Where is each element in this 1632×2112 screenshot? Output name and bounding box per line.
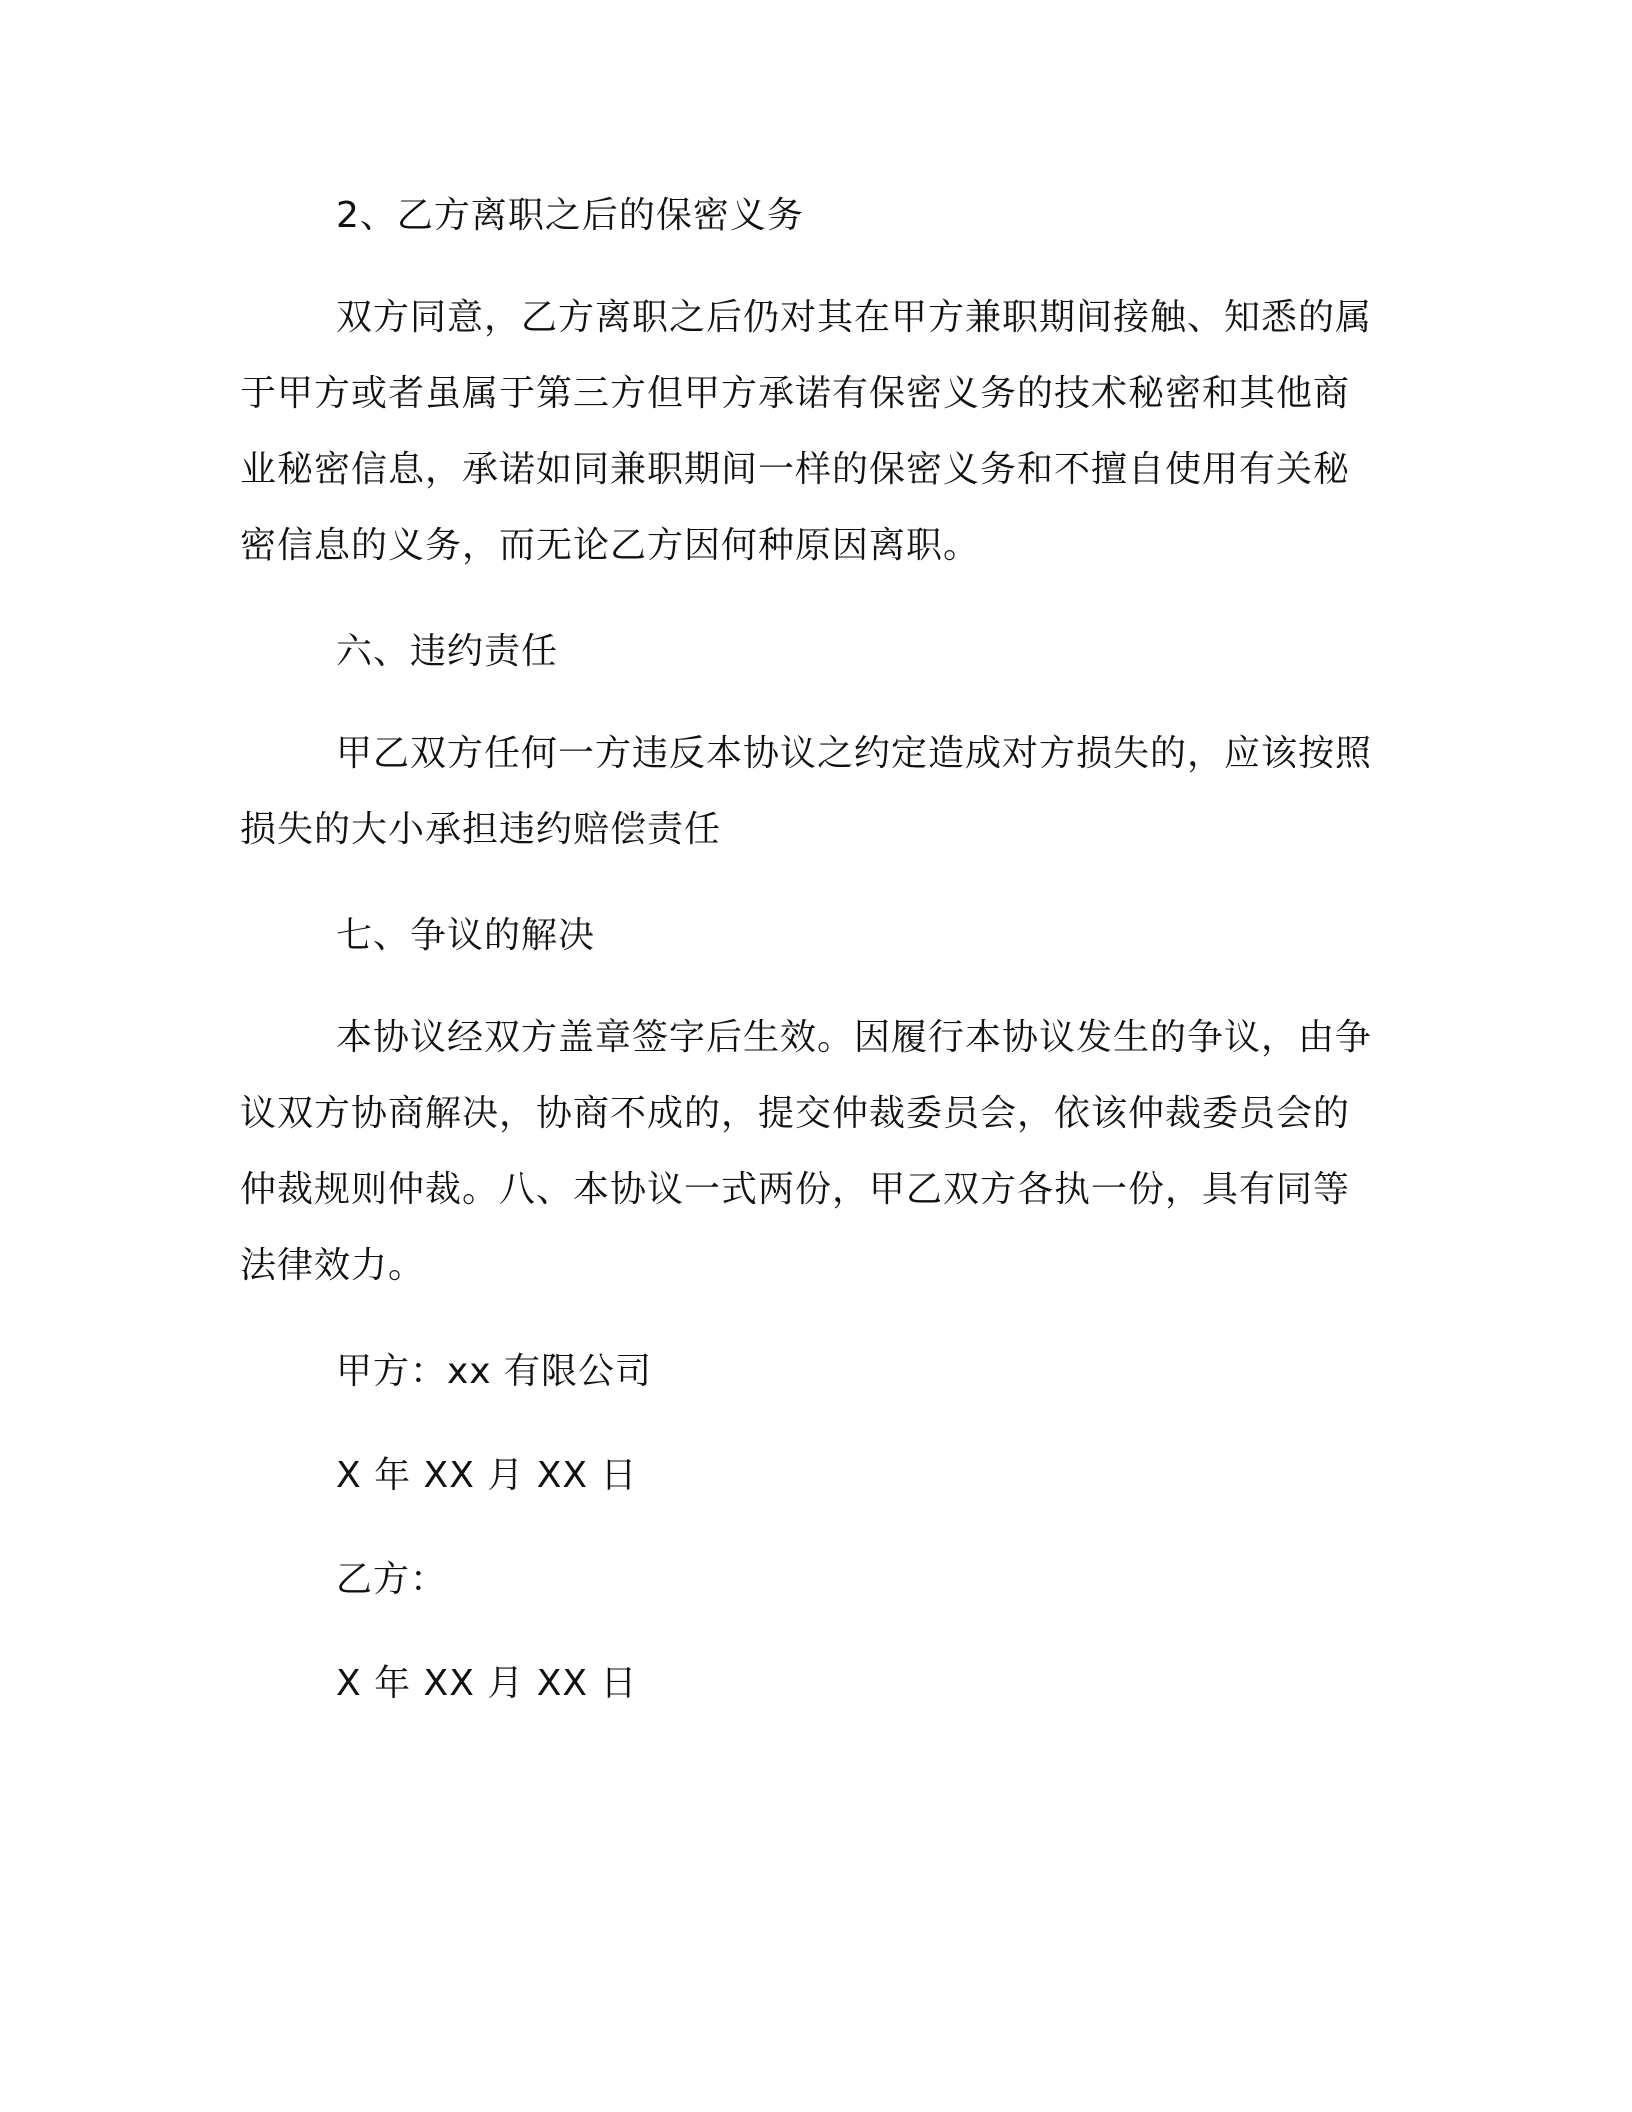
paragraph-line: 密信息的义务，而无论乙方因何种原因离职。 [240,525,981,566]
section-7-heading: 七、争议的解决 [336,915,596,956]
paragraph-line: 仲裁规则仲裁。八、本协议一式两份，甲乙双方各执一份，具有同等 [240,1169,1351,1210]
paragraph-line: 本协议经双方盖章签字后生效。因履行本协议发生的争议，由争 [336,1017,1373,1058]
paragraph-line: 损失的大小承担违约赔偿责任 [240,809,722,850]
section-2-heading: 2、乙方离职之后的保密义务 [336,195,804,236]
party-b-label: 乙方： [336,1559,448,1600]
party-a-date: X 年 XX 月 XX 日 [336,1455,638,1496]
section-6-heading: 六、违约责任 [336,631,559,672]
party-a-label: 甲方：xx 有限公司 [336,1351,653,1392]
paragraph-line: 法律效力。 [240,1245,426,1286]
paragraph-line: 甲乙双方任何一方违反本协议之约定造成对方损失的，应该按照 [336,733,1373,774]
paragraph-line: 议双方协商解决，协商不成的，提交仲裁委员会，依该仲裁委员会的 [240,1093,1351,1134]
paragraph-line: 双方同意，乙方离职之后仍对其在甲方兼职期间接触、知悉的属 [336,297,1373,338]
party-b-date: X 年 XX 月 XX 日 [336,1663,638,1704]
paragraph-line: 于甲方或者虽属于第三方但甲方承诺有保密义务的技术秘密和其他商 [240,373,1351,414]
paragraph-line: 业秘密信息，承诺如同兼职期间一样的保密义务和不擅自使用有关秘 [240,449,1351,490]
